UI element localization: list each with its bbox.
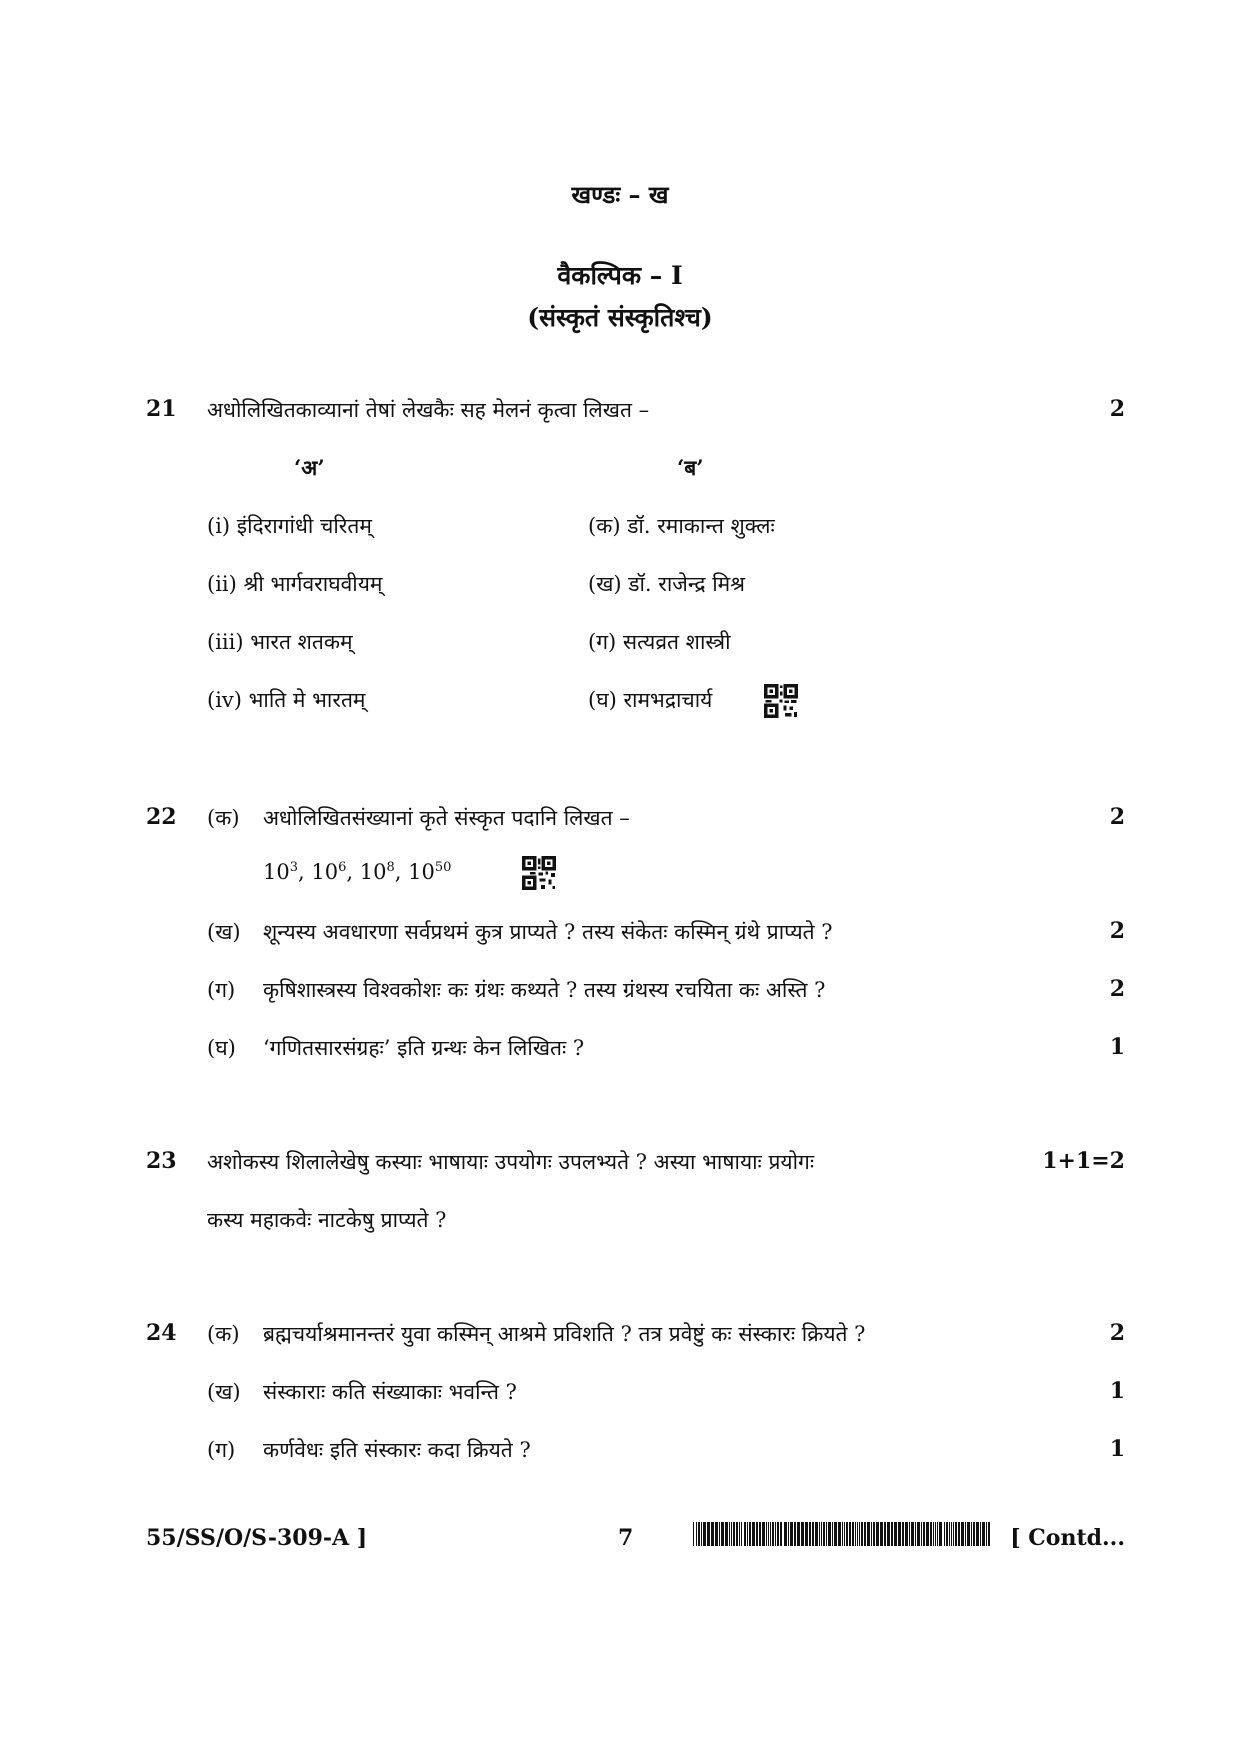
paper-code: 55/SS/O/S-309-A ] — [146, 1525, 368, 1551]
part-text: अधोलिखितसंख्यानां कृते संस्कृत पदानि लिखत – — [263, 806, 630, 830]
part-text: कृषिशास्त्रस्य विश्वकोशः कः ग्रंथः कथ्यते ? तस्य ग्रंथस्य रचयिता कः अस्ति ? — [263, 978, 826, 1002]
part-marks: 1 — [1109, 1034, 1125, 1060]
question-text-continued: कस्य महाकवेः नाटकेषु प्राप्यते ? — [207, 1208, 447, 1232]
question-marks: 2 — [1109, 396, 1125, 422]
question-marks: 1+1=2 — [1042, 1148, 1125, 1174]
column-b-heading: ‘ब’ — [677, 455, 704, 480]
match-right-item: (ख) डॉ. राजेन्द्र मिश्र — [588, 572, 746, 596]
part-label: (घ) — [207, 1036, 236, 1060]
power-exponent: 50 — [434, 860, 452, 875]
part-text: शून्यस्य अवधारणा सर्वप्रथमं कुत्र प्राप्यते ? तस्य संकेतः कस्मिन् ग्रंथे प्राप्यते ? — [263, 920, 833, 944]
page-number: 7 — [618, 1525, 634, 1551]
part-label: (क) — [207, 1322, 240, 1346]
question-text: अधोलिखितकाव्यानां तेषां लेखकैः सह मेलनं कृत्वा लिखत – — [207, 398, 650, 422]
match-right-item: (घ) रामभद्राचार्य — [588, 688, 713, 712]
part-text: संस्काराः कति संख्याकाः भवन्ति ? — [263, 1380, 517, 1404]
question-number: 21 — [146, 396, 177, 422]
part-marks: 2 — [1109, 1320, 1125, 1346]
powers-of-ten: $10^3$, $10^6$, $10^8$, $10^{50}$ — [263, 860, 452, 884]
part-label: (ख) — [207, 920, 241, 944]
part-marks: 2 — [1109, 976, 1125, 1002]
part-marks: 2 — [1109, 804, 1125, 830]
optional-subtitle: (संस्कृतं संस्कृतिश्च) — [527, 303, 713, 332]
match-left-item: (ii) श्री भार्गवराघवीयम् — [207, 572, 383, 596]
part-text: ब्रह्मचर्याश्रमानन्तरं युवा कस्मिन् आश्रमे प्रविशति ? तत्र प्रवेष्टुं कः संस्कारः क्रियते ? — [263, 1322, 866, 1346]
part-label: (क) — [207, 806, 240, 830]
optional-title: वैकल्पिक – I — [557, 261, 683, 290]
match-right-item: (ग) सत्यव्रत शास्त्री — [588, 630, 731, 654]
power-base: 10 — [359, 860, 387, 884]
match-left-item: (iii) भारत शतकम् — [207, 630, 353, 654]
part-label: (ग) — [207, 1438, 236, 1462]
question-number: 23 — [146, 1148, 177, 1174]
match-left-item: (i) इंदिरागांधी चरितम् — [207, 514, 372, 538]
part-text: कर्णवेधः इति संस्कारः कदा क्रियते ? — [263, 1438, 531, 1462]
power-base: 10 — [263, 860, 290, 884]
question-number: 24 — [146, 1320, 177, 1346]
match-left-item: (iv) भाति मे भारतम् — [207, 688, 366, 712]
power-exponent: 8 — [386, 860, 395, 875]
power-exponent: 6 — [338, 860, 347, 875]
qr-code-icon — [522, 856, 556, 890]
part-marks: 1 — [1109, 1436, 1125, 1462]
power-exponent: 3 — [289, 860, 299, 875]
barcode-icon — [693, 1522, 991, 1546]
match-right-item: (क) डॉ. रमाकान्त शुक्लः — [588, 514, 775, 538]
qr-code-icon — [764, 684, 798, 718]
part-text: ‘गणितसारसंग्रहः’ इति ग्रन्थः केन लिखितः ? — [263, 1036, 585, 1060]
part-label: (ग) — [207, 978, 236, 1002]
question-text: अशोकस्य शिलालेखेषु कस्याः भाषायाः उपयोगः उपलभ्यते ? अस्या भाषायाः प्रयोगः — [207, 1150, 815, 1174]
question-number: 22 — [146, 804, 177, 830]
continued-marker: [ Contd... — [1010, 1525, 1125, 1551]
power-base: 10 — [408, 860, 435, 884]
part-marks: 2 — [1109, 918, 1125, 944]
part-label: (ख) — [207, 1380, 241, 1404]
section-title: खण्डः – ख — [571, 180, 669, 209]
column-a-heading: ‘अ’ — [294, 455, 325, 480]
part-marks: 1 — [1109, 1378, 1125, 1404]
power-base: 10 — [311, 860, 339, 884]
